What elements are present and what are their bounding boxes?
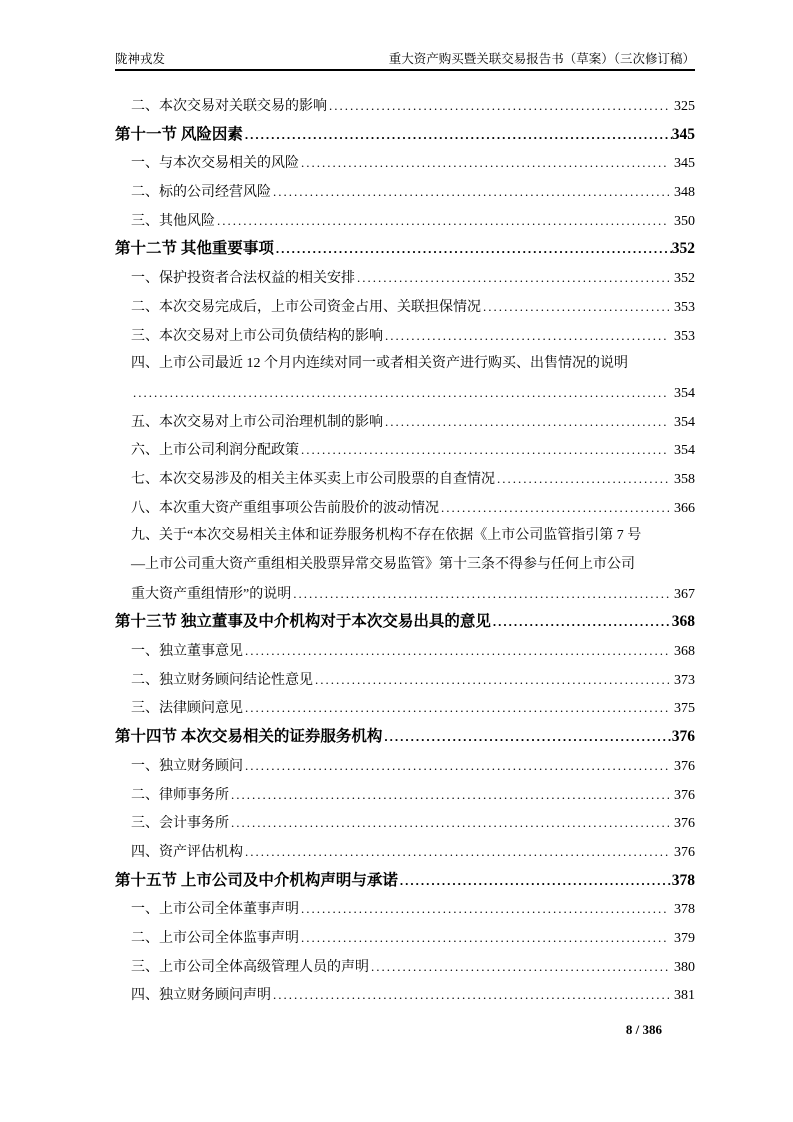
- dot-leader: [301, 149, 669, 178]
- toc-item-entry: [115, 781, 695, 810]
- toc-item-entry: [115, 350, 695, 407]
- toc-item-entry: [115, 981, 695, 1010]
- toc-item-entry: [115, 408, 695, 437]
- dot-leader: [301, 436, 669, 465]
- toc-item-entry: [115, 494, 695, 523]
- toc-entry-page-number: 354: [674, 414, 695, 430]
- toc-item-entry: [115, 752, 695, 781]
- toc-item-entry: [115, 92, 695, 121]
- dot-leader: [384, 723, 671, 752]
- toc-item-entry: [115, 207, 695, 236]
- toc-entry-page-number: 350: [674, 213, 695, 229]
- toc-entry-label: 二、律师事务所: [131, 787, 229, 803]
- dot-leader: [245, 121, 672, 150]
- toc-item-entry: [115, 953, 695, 982]
- toc-section-entry: [115, 608, 695, 637]
- toc-entry-label: 二、本次交易对关联交易的影响: [131, 99, 327, 114]
- toc-entry-page-number: 353: [674, 328, 695, 344]
- dot-leader: [231, 809, 669, 838]
- toc-entry-label: 六、上市公司利润分配政策: [131, 443, 299, 459]
- toc-item-entry: [115, 694, 695, 723]
- dot-leader: [371, 953, 669, 982]
- toc-item-entry: [115, 838, 695, 867]
- dot-leader: [293, 580, 669, 609]
- toc-entry-label: 三、上市公司全体高级管理人员的声明: [131, 959, 369, 975]
- toc-entry-label: 三、会计事务所: [131, 816, 229, 832]
- toc-section-entry: [115, 867, 695, 896]
- toc-entry-page-number: 375: [674, 701, 695, 717]
- toc-entry-page-number: 354: [674, 385, 695, 401]
- toc-entry-label: 第十二节 其他重要事项: [115, 240, 274, 258]
- toc-item-entry: [115, 178, 695, 207]
- toc-entry-label: 一、独立财务顾问: [131, 758, 243, 774]
- toc-entry-label: 四、上市公司最近 12 个月内连续对同一或者相关资产进行购买、出售情况的说明: [131, 356, 628, 372]
- toc-entry-page-number: 376: [674, 844, 695, 860]
- dot-leader: [357, 264, 669, 293]
- dot-leader: [245, 838, 669, 867]
- toc-item-entry: [115, 293, 695, 322]
- toc-entry-label: 第十四节 本次交易相关的证券服务机构: [115, 728, 383, 746]
- toc-entry-page-number: 368: [671, 613, 695, 631]
- toc-entry-label: 四、资产评估机构: [131, 844, 243, 860]
- toc-entry-page-number: 378: [671, 871, 695, 889]
- toc-entry-page-number: 345: [674, 156, 695, 172]
- dot-leader: [273, 981, 669, 1010]
- toc-section-entry: [115, 121, 695, 150]
- toc-entry-label: 二、独立财务顾问结论性意见: [131, 672, 313, 688]
- dot-leader: [217, 207, 669, 236]
- dot-leader: [493, 608, 672, 637]
- toc-entry-label: 五、本次交易对上市公司治理机制的影响: [131, 414, 383, 430]
- dot-leader: [483, 293, 669, 322]
- dot-leader: [497, 465, 669, 494]
- toc-entry-page-number: 352: [671, 240, 695, 258]
- dot-leader: [441, 494, 669, 523]
- toc-entry-label: 三、法律顾问意见: [131, 701, 243, 717]
- toc-entry-page-number: 378: [674, 902, 695, 918]
- toc-entry-page-number: 379: [674, 930, 695, 946]
- toc-entry-label: 第十一节 风险因素: [115, 125, 243, 143]
- toc-entry-label: 第十三节 独立董事及中介机构对于本次交易出具的意见: [115, 613, 491, 631]
- toc-entry-page-number: 373: [674, 672, 695, 688]
- toc-entry-label: 一、保护投资者合法权益的相关安排: [131, 271, 355, 287]
- toc-section-entry: [115, 723, 695, 752]
- toc-item-entry: [115, 264, 695, 293]
- dot-leader: [385, 408, 669, 437]
- toc-entry-label: 二、本次交易完成后，上市公司资金占用、关联担保情况: [131, 299, 481, 315]
- dot-leader: [245, 752, 669, 781]
- toc-item-entry: [115, 322, 695, 351]
- dot-leader: [329, 92, 669, 121]
- toc-entry-page-number: 353: [674, 299, 695, 315]
- dot-leader: [133, 379, 669, 408]
- table-of-contents: [115, 92, 695, 1010]
- toc-entry-label: 一、上市公司全体董事声明: [131, 902, 299, 918]
- dot-leader: [245, 637, 669, 666]
- toc-item-entry: [115, 666, 695, 695]
- toc-item-entry: [115, 149, 695, 178]
- toc-entry-label: 一、独立董事意见: [131, 644, 243, 660]
- toc-entry-page-number: 381: [674, 988, 695, 1004]
- toc-entry-page-number: 367: [674, 586, 695, 602]
- toc-entry-label: 八、本次重大资产重组事项公告前股价的波动情况: [131, 500, 439, 516]
- toc-entry-label: 三、本次交易对上市公司负债结构的影响: [131, 328, 383, 344]
- toc-entry-page-number: 352: [674, 271, 695, 287]
- toc-entry-label: 七、本次交易涉及的相关主体买卖上市公司股票的自查情况: [131, 471, 495, 487]
- toc-item-entry: [115, 895, 695, 924]
- page-number-indicator: 8 / 386: [625, 1022, 662, 1037]
- dot-leader: [315, 666, 669, 695]
- toc-entry-label: 九、关于“本次交易相关主体和证券服务机构不存在依据《上市公司监管指引第 7 号: [131, 528, 642, 544]
- toc-entry-page-number: 368: [674, 644, 695, 660]
- toc-item-entry: [115, 522, 695, 608]
- toc-entry-label: 二、标的公司经营风险: [131, 185, 271, 201]
- toc-item-entry: [115, 436, 695, 465]
- toc-item-entry: [115, 809, 695, 838]
- toc-entry-label: —上市公司重大资产重组相关股票异常交易监管》第十三条不得参与任何上市公司: [131, 557, 635, 572]
- toc-entry-label: 重大资产重组情形”的说明: [131, 586, 292, 602]
- toc-entry-page-number: 348: [674, 185, 695, 201]
- toc-section-entry: [115, 235, 695, 264]
- dot-leader: [276, 235, 672, 264]
- dot-leader: [245, 694, 669, 723]
- toc-entry-label: 一、与本次交易相关的风险: [131, 156, 299, 172]
- toc-entry-page-number: 380: [674, 959, 695, 975]
- dot-leader: [301, 895, 669, 924]
- dot-leader: [385, 322, 669, 351]
- toc-entry-page-number: 376: [674, 787, 695, 803]
- toc-entry-page-number: 376: [674, 816, 695, 832]
- toc-entry-page-number: 358: [674, 471, 695, 487]
- toc-entry-page-number: 354: [674, 443, 695, 459]
- page-footer: [626, 1022, 662, 1038]
- toc-entry-page-number: 376: [674, 758, 695, 774]
- toc-item-entry: [115, 924, 695, 953]
- toc-entry-label: 三、其他风险: [131, 213, 215, 229]
- toc-entry-label: 四、独立财务顾问声明: [131, 988, 271, 1004]
- header-left-title: 陇神戎发: [115, 52, 166, 66]
- toc-entry-page-number: 376: [671, 728, 695, 746]
- toc-entry-page-number: 366: [674, 500, 695, 516]
- dot-leader: [273, 178, 669, 207]
- dot-leader: [301, 924, 669, 953]
- toc-entry-label: 第十五节 上市公司及中介机构声明与承诺: [115, 871, 398, 889]
- dot-leader: [400, 867, 672, 896]
- toc-entry-label: 二、上市公司全体监事声明: [131, 930, 299, 946]
- toc-entry-page-number: 325: [674, 99, 695, 114]
- toc-item-entry: [115, 465, 695, 494]
- toc-item-entry: [115, 637, 695, 666]
- toc-entry-page-number: 345: [671, 125, 695, 143]
- page-header: [115, 52, 695, 71]
- header-right-title: 重大资产购买暨关联交易报告书（草案）（三次修订稿）: [388, 52, 695, 66]
- dot-leader: [231, 781, 669, 810]
